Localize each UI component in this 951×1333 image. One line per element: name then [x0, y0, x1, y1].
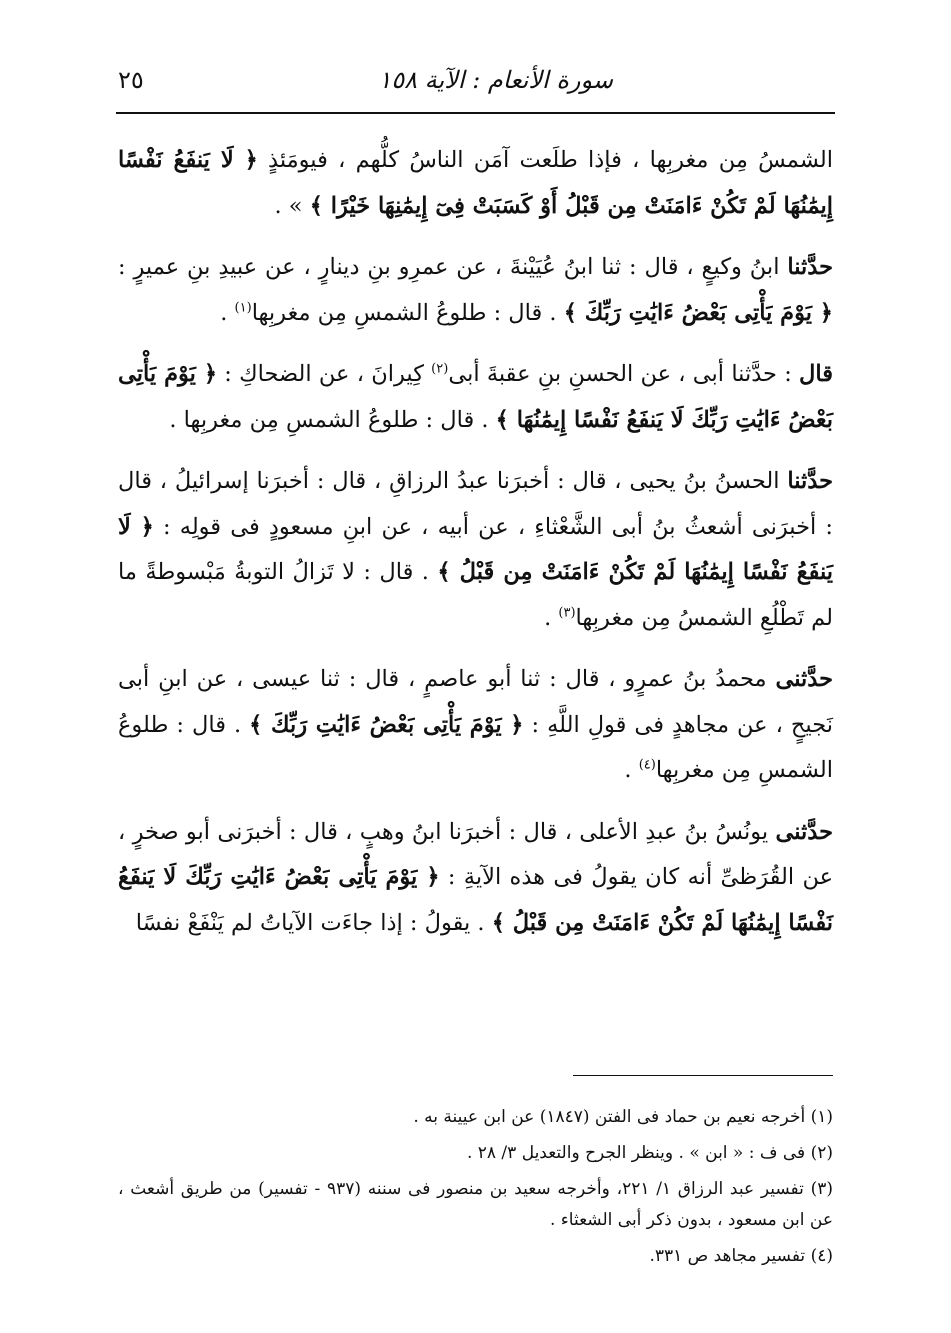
text-run: . — [544, 604, 559, 631]
quran-verse: ﴿ يَوْمَ يَأْتِى بَعْضُ ءَايَٰتِ رَبِّكَ لَا يَنفَعُ نَفْسًا إِيمَٰنُهَا ﴾ — [118, 361, 833, 433]
text-run: . قال : لا تَزالُ التوبةُ مَبْسوطةً ما لم تَطْلُعِ الشمسُ مِن مغربِها — [118, 559, 833, 631]
footnotes — [118, 1102, 833, 1277]
text-run: الشمسُ مِن مغربِها ، فإذا طلَعت آمَن الناسُ كلُّهم ، فيومَئذٍ — [257, 147, 833, 173]
footnote: (١) أخرجه نعيم بن حماد فى الفتن (١٨٤٧) عن ابن عيينة به . — [413, 1107, 833, 1127]
footnote-reference: (٤) — [638, 757, 656, 773]
text-run: . قال : طلوعُ الشمسِ مِن مغربِها — [118, 711, 833, 783]
footnote: (٤) تفسير مجاهد ص ٣٣١. — [649, 1246, 833, 1266]
footnote: (٣) تفسير عبد الرزاق ١/ ٢٢١، وأخرجه سعيد بن منصور فى سننه (٩٣٧ - تفسير) من طريق أشعث ، عن ابن مسعود ، بدون ذكر أبى الشعثاء . — [118, 1179, 833, 1230]
quran-verse: ﴿ يَوْمَ يَأْتِى بَعْضُ ءَايَٰتِ رَبِّكَ لَا يَنفَعُ نَفْسًا إِيمَٰنُهَا لَمْ تَكُنْ ءَامَنَتْ مِن قَبْلُ ﴾ — [118, 864, 833, 936]
text-run: . يقولُ : إذا جاءَت الآياتُ لم يَنْفَعْ نفسًا — [135, 909, 492, 936]
text-run: ابنُ وكيعٍ ، قال : ثنا ابنُ عُيَيْنةَ ، عن عمرِو بنِ دينارٍ ، عن عبيدِ بنِ عميرٍ : — [118, 254, 788, 280]
paragraph — [118, 459, 833, 641]
text-run: محمدُ بنُ عمرٍو ، قال : ثنا أبو عاصمٍ ، قال : ثنا عيسى ، عن ابنِ أبى نَجيحٍ ، عن مجاهدٍ فى قولِ اللَّهِ : — [118, 666, 833, 738]
paragraph-lead-word: حدَّثنا — [787, 468, 833, 494]
quran-verse: ﴿ لَا يَنفَعُ نَفْسًا إِيمَٰنُهَا لَمْ تَكُنْ ءَامَنَتْ مِن قَبْلُ ﴾ — [118, 513, 834, 585]
paragraph — [118, 657, 833, 794]
text-run: : حدَّثنا أبى ، عن الحسنِ بنِ عقبةَ أبى — [448, 361, 800, 387]
running-header — [118, 62, 833, 102]
quran-verse: ﴿ لَا يَنفَعُ نَفْسًا إِيمَٰنُهَا لَمْ تَكُنْ ءَامَنَتْ مِن قَبْلُ أَوْ كَسَبَتْ فِىٓ إِيمَٰنِهَا خَيْرًا ﴾ — [118, 147, 833, 219]
footnote: (٢) فى ف : « ابن » . وينظر الجرح والتعديل ٣/ ٢٨ . — [466, 1143, 833, 1163]
footnote-rule — [573, 1075, 833, 1076]
text-run: كِيرانَ ، عن الضحاكِ : — [217, 361, 432, 387]
body-text — [118, 138, 833, 962]
paragraph-lead-word: حدَّثنى — [775, 666, 833, 692]
footnote-reference: (٣) — [558, 605, 576, 620]
paragraph — [118, 352, 833, 443]
quran-verse: ﴿ يَوْمَ يَأْتِى بَعْضُ ءَايَٰتِ رَبِّكَ ﴾ — [563, 299, 833, 326]
paragraph — [118, 810, 833, 947]
footnote-reference: (١) — [234, 300, 252, 315]
page-number: ٢٥ — [118, 66, 144, 94]
footnote-reference: (٢) — [431, 361, 449, 377]
text-run: . قال : طلوعُ الشمسِ مِن مغربِها — [251, 299, 564, 326]
text-run: » . — [274, 192, 310, 219]
text-run: يونُسُ بنُ عبدِ الأعلى ، قال : أخبرَنا ابنُ وهبٍ ، قال : أخبرَنى أبو صخرٍ ، عن القُرَظىِّ أنه كان يقولُ فى هذه الآيةِ : — [118, 818, 834, 890]
text-run: . — [220, 299, 235, 326]
paragraph — [118, 138, 833, 229]
text-run: . — [624, 757, 639, 783]
header-rule — [116, 112, 835, 114]
paragraph-lead-word: حدَّثنى — [775, 818, 833, 845]
quran-verse: ﴿ يَوْمَ يَأْتِى بَعْضُ ءَايَٰتِ رَبِّكَ ﴾ — [249, 711, 524, 738]
paragraph-lead-word: حدَّثنا — [787, 254, 833, 280]
paragraph — [118, 245, 833, 336]
text-run: . قال : طلوعُ الشمسِ مِن مغربِها . — [169, 406, 496, 433]
header-title: سورة الأنعام : الآية ١٥٨ — [378, 66, 613, 94]
text-run: الحسنُ بنُ يحيى ، قال : أخبرَنا عبدُ الرزاقِ ، قال : أخبرَنا إسرائيلُ ، قال : أخبرَنى أشعثُ بنُ أبى الشَّعْثاءِ ، عن أبيه ، عن ابنِ مسعودٍ فى قولِه : — [118, 468, 833, 540]
paragraph-lead-word: قال — [799, 361, 833, 387]
